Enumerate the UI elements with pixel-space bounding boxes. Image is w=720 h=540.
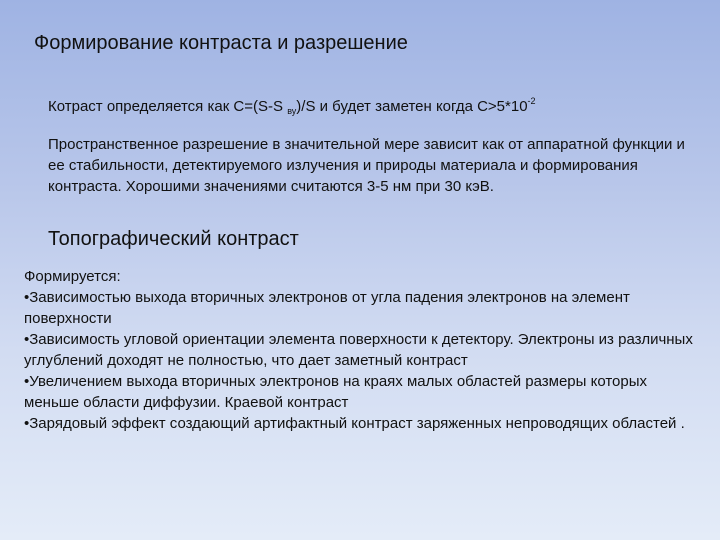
contrast-formula-subscript: ву [287, 106, 297, 116]
topographic-intro: Формируется: [24, 268, 121, 285]
resolution-paragraph: Пространственное разрешение в значительной мере зависит как от аппаратной функции и ее стабильности, детектируемого излучения и природы материала и формирования контраста. Хорошими значениями считаются 3-5 нм при 30 кэВ. [48, 136, 685, 195]
list-item: •Зависимостью выхода вторичных электронов от угла падения электронов на элемент поверхности [24, 289, 630, 327]
list-item: •Зарядовый эффект создающий артифактный контраст заряженных непроводящих областей . [24, 415, 685, 432]
contrast-formula-text [48, 91, 536, 121]
list-item: •Зависимость угловой ориентации элемента поверхности к детектору. Электроны из различных углублений доходят не полностью, что дает заметный контраст [24, 331, 693, 369]
list-item: •Увеличением выхода вторичных электронов на краях малых областей размеры которых меньше области диффузии. Краевой контраст [24, 373, 648, 411]
contrast-formula-middle: )/S и будет заметен когда C>5*10 [296, 98, 528, 115]
slide-title: Формирование контраста и разрешение [34, 32, 408, 54]
contrast-formula-prefix: Котраст определяется как C=(S-S [48, 98, 288, 115]
topographic-contrast-list [24, 266, 700, 434]
section-subtitle: Топографический контраст [48, 228, 299, 250]
contrast-formula-superscript: -2 [527, 96, 536, 106]
